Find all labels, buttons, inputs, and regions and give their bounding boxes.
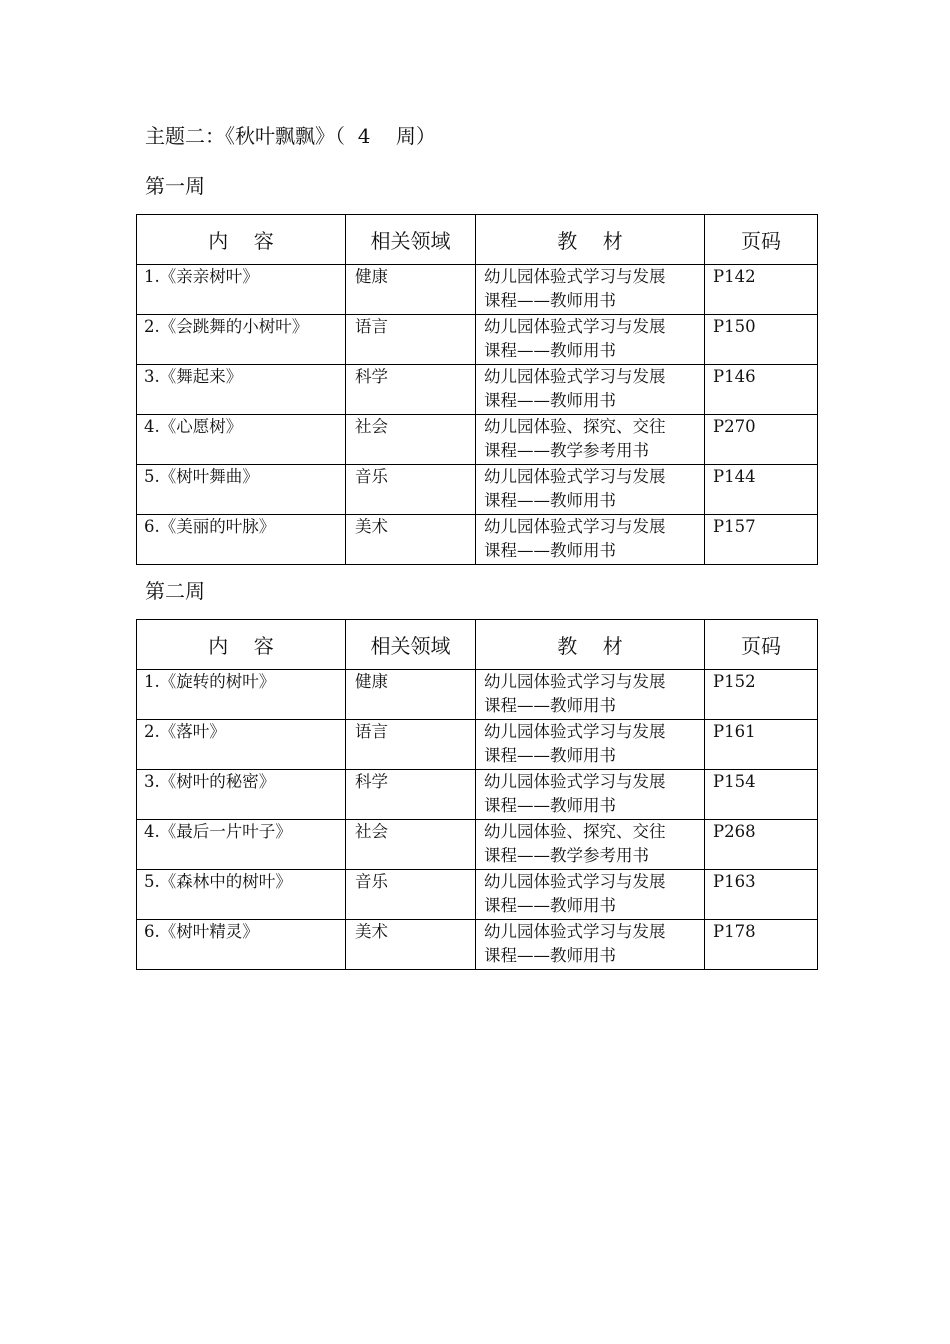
- lesson-content-cell: 3.《舞起来》: [137, 365, 346, 415]
- material-line-2: 课程——教学参考用书: [484, 846, 649, 865]
- material-line-2: 课程——教师用书: [484, 391, 616, 410]
- material-line-1: 幼儿园体验式学习与发展: [484, 517, 666, 536]
- week-2-label: 第二周: [145, 579, 205, 603]
- page-number-cell: P268: [705, 820, 818, 870]
- lesson-content-cell: 4.《最后一片叶子》: [137, 820, 346, 870]
- header-domain: 相关领域: [346, 620, 476, 670]
- material-line-1: 幼儿园体验式学习与发展: [484, 922, 666, 941]
- lesson-content-cell: 3.《树叶的秘密》: [137, 770, 346, 820]
- page-number-cell: P144: [705, 465, 818, 515]
- table-row: [137, 820, 818, 870]
- material-cell: [476, 920, 705, 970]
- material-line-2: 课程——教学参考用书: [484, 441, 649, 460]
- domain-cell: 音乐: [346, 465, 476, 515]
- material-cell: [476, 365, 705, 415]
- table-row: [137, 870, 818, 920]
- table-row: [137, 265, 818, 315]
- lesson-content-cell: 2.《落叶》: [137, 720, 346, 770]
- material-line-1: 幼儿园体验式学习与发展: [484, 367, 666, 386]
- material-line-2: 课程——教师用书: [484, 796, 616, 815]
- page-number-cell: P270: [705, 415, 818, 465]
- header-material: 教 材: [476, 215, 705, 265]
- header-content: 内 容: [137, 215, 346, 265]
- material-cell: [476, 415, 705, 465]
- material-cell: [476, 770, 705, 820]
- lesson-content-cell: 2.《会跳舞的小树叶》: [137, 315, 346, 365]
- lesson-content-cell: 1.《旋转的树叶》: [137, 670, 346, 720]
- page-title: 主题二：《秋叶飘飘》（ 4 周）: [145, 124, 436, 148]
- domain-cell: 社会: [346, 415, 476, 465]
- material-line-2: 课程——教师用书: [484, 746, 616, 765]
- lesson-content-cell: 4.《心愿树》: [137, 415, 346, 465]
- table-row: [137, 720, 818, 770]
- domain-cell: 音乐: [346, 870, 476, 920]
- page-number-cell: P163: [705, 870, 818, 920]
- lesson-content-cell: 6.《树叶精灵》: [137, 920, 346, 970]
- header-content: 内 容: [137, 620, 346, 670]
- material-cell: [476, 515, 705, 565]
- material-line-1: 幼儿园体验式学习与发展: [484, 722, 666, 741]
- domain-cell: 美术: [346, 515, 476, 565]
- domain-cell: 社会: [346, 820, 476, 870]
- lesson-content-cell: 5.《森林中的树叶》: [137, 870, 346, 920]
- page-number-cell: P142: [705, 265, 818, 315]
- material-line-2: 课程——教师用书: [484, 491, 616, 510]
- week-1-label: 第一周: [145, 174, 205, 198]
- material-line-2: 课程——教师用书: [484, 696, 616, 715]
- page-number-cell: P178: [705, 920, 818, 970]
- material-line-2: 课程——教师用书: [484, 896, 616, 915]
- domain-cell: 语言: [346, 720, 476, 770]
- material-line-2: 课程——教师用书: [484, 341, 616, 360]
- header-page: 页码: [705, 215, 818, 265]
- material-cell: [476, 315, 705, 365]
- table-row: [137, 315, 818, 365]
- header-material: 教 材: [476, 620, 705, 670]
- header-page: 页码: [705, 620, 818, 670]
- material-line-1: 幼儿园体验式学习与发展: [484, 267, 666, 286]
- lesson-content-cell: 6.《美丽的叶脉》: [137, 515, 346, 565]
- page-number-cell: P154: [705, 770, 818, 820]
- lesson-content-cell: 1.《亲亲树叶》: [137, 265, 346, 315]
- page-number-cell: P161: [705, 720, 818, 770]
- domain-cell: 科学: [346, 365, 476, 415]
- domain-cell: 健康: [346, 265, 476, 315]
- table-row: [137, 365, 818, 415]
- header-domain: 相关领域: [346, 215, 476, 265]
- material-cell: [476, 720, 705, 770]
- table-header-row: [137, 215, 818, 265]
- material-cell: [476, 870, 705, 920]
- material-line-2: 课程——教师用书: [484, 946, 616, 965]
- material-line-1: 幼儿园体验式学习与发展: [484, 872, 666, 891]
- page-number-cell: P152: [705, 670, 818, 720]
- domain-cell: 语言: [346, 315, 476, 365]
- material-line-1: 幼儿园体验式学习与发展: [484, 672, 666, 691]
- page-number-cell: P150: [705, 315, 818, 365]
- table-row: [137, 770, 818, 820]
- table-row: [137, 670, 818, 720]
- material-cell: [476, 465, 705, 515]
- material-cell: [476, 265, 705, 315]
- lesson-content-cell: 5.《树叶舞曲》: [137, 465, 346, 515]
- week-1-lesson-table: [136, 214, 818, 565]
- domain-cell: 科学: [346, 770, 476, 820]
- week-2-lesson-table: [136, 619, 818, 970]
- table-row: [137, 515, 818, 565]
- table-header-row: [137, 620, 818, 670]
- material-line-2: 课程——教师用书: [484, 541, 616, 560]
- material-line-1: 幼儿园体验、探究、交往: [484, 417, 666, 436]
- material-line-1: 幼儿园体验式学习与发展: [484, 467, 666, 486]
- material-line-2: 课程——教师用书: [484, 291, 616, 310]
- table-row: [137, 465, 818, 515]
- material-cell: [476, 820, 705, 870]
- domain-cell: 美术: [346, 920, 476, 970]
- page-number-cell: P157: [705, 515, 818, 565]
- table-row: [137, 920, 818, 970]
- material-cell: [476, 670, 705, 720]
- material-line-1: 幼儿园体验、探究、交往: [484, 822, 666, 841]
- domain-cell: 健康: [346, 670, 476, 720]
- material-line-1: 幼儿园体验式学习与发展: [484, 772, 666, 791]
- page-number-cell: P146: [705, 365, 818, 415]
- table-row: [137, 415, 818, 465]
- material-line-1: 幼儿园体验式学习与发展: [484, 317, 666, 336]
